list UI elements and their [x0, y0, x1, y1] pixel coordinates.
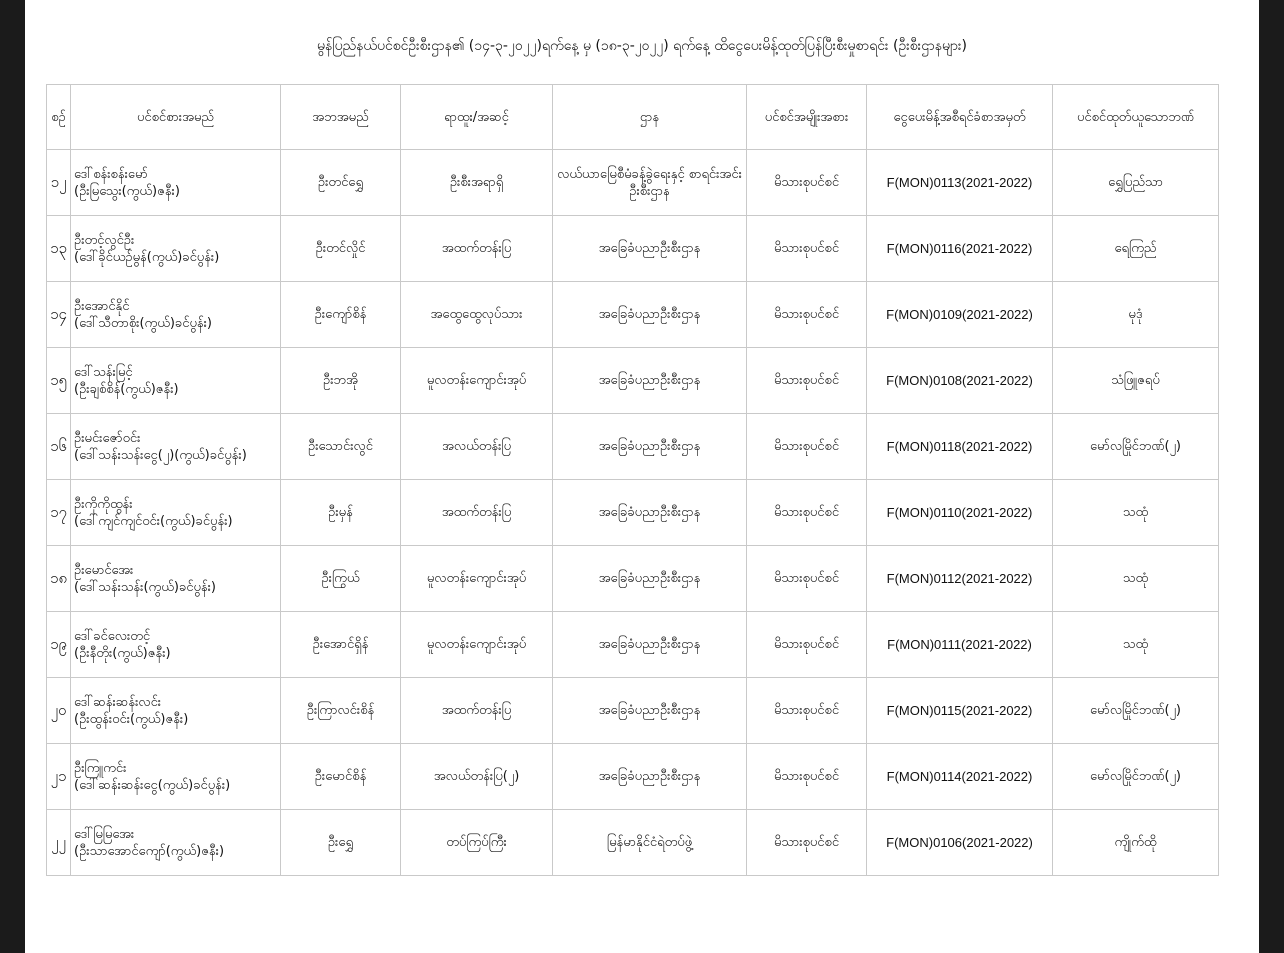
- table-row: [47, 480, 1219, 546]
- table-header-row: [47, 85, 1219, 150]
- department-cell: လယ်ယာမြေစီမံခန့်ခွဲရေးနှင့် စာရင်းအင်းဦးစီးဌာန: [553, 150, 747, 216]
- table-row: [47, 348, 1219, 414]
- father-name-cell: ဦးကျော်စိန်: [281, 282, 401, 348]
- order-number-cell: F(MON)0115(2021-2022): [867, 678, 1053, 744]
- order-number-cell: F(MON)0114(2021-2022): [867, 744, 1053, 810]
- header-department: ဌာန: [553, 85, 747, 150]
- father-name-cell: ဦးသောင်းလွင်: [281, 414, 401, 480]
- pensioner-name: ဦးကိုကိုထွန်း: [74, 496, 133, 512]
- table-row: [47, 678, 1219, 744]
- header-pensioner-name: ပင်စင်စားအမည်: [71, 85, 281, 150]
- seq-cell: ၁၄: [47, 282, 71, 348]
- pensioner-name-cell: [71, 414, 281, 480]
- bank-cell: သထုံ: [1053, 480, 1219, 546]
- bank-cell: မော်လမြိုင်ဘဏ်(၂): [1053, 678, 1219, 744]
- order-number-cell: F(MON)0116(2021-2022): [867, 216, 1053, 282]
- pensioner-name: ဒေါ်မြမြအေး: [74, 826, 135, 842]
- spouse-note: (ဒေါ်ခိုင်ယဉ်မွန်(ကွယ်)ခင်ပွန်း): [74, 249, 220, 265]
- department-cell: အခြေခံပညာဦးစီးဌာန: [553, 348, 747, 414]
- order-number-cell: F(MON)0106(2021-2022): [867, 810, 1053, 876]
- seq-cell: ၂၀: [47, 678, 71, 744]
- seq-cell: ၁၈: [47, 546, 71, 612]
- pensioner-name-cell: [71, 678, 281, 744]
- pensioner-name-cell: [71, 744, 281, 810]
- rank-cell: မူလတန်းကျောင်းအုပ်: [401, 546, 553, 612]
- father-name-cell: ဦးတင်လှိုင်: [281, 216, 401, 282]
- order-number-cell: F(MON)0109(2021-2022): [867, 282, 1053, 348]
- pensioner-name: ဒေါ်ဆန်းဆန်းလင်း: [74, 694, 162, 710]
- rank-cell: အထက်တန်းပြ: [401, 480, 553, 546]
- department-cell: အခြေခံပညာဦးစီးဌာန: [553, 678, 747, 744]
- pensioner-name: ဒေါ်စန်းစန်းမော်: [74, 166, 148, 182]
- pensioner-name-cell: [71, 546, 281, 612]
- spouse-note: (ဦးချစ်စိန်(ကွယ်)ဇနီး): [74, 381, 179, 397]
- order-number-cell: F(MON)0111(2021-2022): [867, 612, 1053, 678]
- department-cell: အခြေခံပညာဦးစီးဌာန: [553, 282, 747, 348]
- pensioner-name-cell: [71, 810, 281, 876]
- pension-type-cell: မိသားစုပင်စင်: [747, 414, 867, 480]
- pensioner-name: ဦးမောင်အေး: [74, 562, 134, 578]
- spouse-note: (ဒေါ်ကျင်ကျင်ဝင်း(ကွယ်)ခင်ပွန်း): [74, 513, 233, 529]
- rank-cell: ဦးစီးအရာရှိ: [401, 150, 553, 216]
- order-number-cell: F(MON)0110(2021-2022): [867, 480, 1053, 546]
- pension-type-cell: မိသားစုပင်စင်: [747, 612, 867, 678]
- bank-cell: မော်လမြိုင်ဘဏ်(၂): [1053, 414, 1219, 480]
- seq-cell: ၂၂: [47, 810, 71, 876]
- father-name-cell: ဦးတင်ရွှေ: [281, 150, 401, 216]
- pensioner-name-cell: [71, 216, 281, 282]
- father-name-cell: ဦးကြာလင်းစိန်: [281, 678, 401, 744]
- pension-type-cell: မိသားစုပင်စင်: [747, 348, 867, 414]
- rank-cell: အထက်တန်းပြ: [401, 216, 553, 282]
- bank-cell: သထုံ: [1053, 612, 1219, 678]
- table-row: [47, 546, 1219, 612]
- department-cell: မြန်မာနိုင်ငံရဲတပ်ဖွဲ့: [553, 810, 747, 876]
- bank-cell: သံဖြူဇရပ်: [1053, 348, 1219, 414]
- spouse-note: (ဦးမြသွေး(ကွယ်)ဇနီး): [74, 183, 180, 199]
- pension-type-cell: မိသားစုပင်စင်: [747, 678, 867, 744]
- spouse-note: (ဒေါ်သီတာစိုး(ကွယ်)ခင်ပွန်း): [74, 315, 212, 331]
- order-number-cell: F(MON)0113(2021-2022): [867, 150, 1053, 216]
- bank-cell: ကျိုက်ထို: [1053, 810, 1219, 876]
- rank-cell: မူလတန်းကျောင်းအုပ်: [401, 348, 553, 414]
- father-name-cell: ဦးအောင်ရှိန်: [281, 612, 401, 678]
- pensioner-name-cell: [71, 150, 281, 216]
- department-cell: အခြေခံပညာဦးစီးဌာန: [553, 612, 747, 678]
- pensioner-name: ဦးကြူကင်း: [74, 760, 127, 776]
- header-order-number: ငွေပေးမိန့်အစီရင်ခံစာအမှတ်: [867, 85, 1053, 150]
- pensioner-name: ဦးတင့်လွင်ဦး: [74, 232, 135, 248]
- table-row: [47, 744, 1219, 810]
- table-row: [47, 810, 1219, 876]
- pension-type-cell: မိသားစုပင်စင်: [747, 546, 867, 612]
- department-cell: အခြေခံပညာဦးစီးဌာန: [553, 546, 747, 612]
- father-name-cell: ဦးမှန်: [281, 480, 401, 546]
- pension-table: [46, 84, 1219, 876]
- spouse-note: (ဒေါ်ဆန်းဆန်းငွေ(ကွယ်)ခင်ပွန်း): [74, 777, 231, 793]
- seq-cell: ၁၅: [47, 348, 71, 414]
- seq-cell: ၁၆: [47, 414, 71, 480]
- table-row: [47, 282, 1219, 348]
- seq-cell: ၁၇: [47, 480, 71, 546]
- table-row: [47, 612, 1219, 678]
- pensioner-name-cell: [71, 282, 281, 348]
- spouse-note: (ဦးနီတိုး(ကွယ်)ဇနီး): [74, 645, 171, 661]
- pension-type-cell: မိသားစုပင်စင်: [747, 150, 867, 216]
- seq-cell: ၁၃: [47, 216, 71, 282]
- spouse-note: (ဒေါ်သန်းသန်းငွေ(၂)(ကွယ်)ခင်ပွန်း): [74, 447, 247, 463]
- table-body: [47, 150, 1219, 876]
- rank-cell: အထွေထွေလုပ်သား: [401, 282, 553, 348]
- document-title: မွန်ပြည်နယ်ပင်စင်ဦးစီးဌာန၏ (၁၄-၃-၂၀၂၂)ရက်နေ့ မှ (၁၈-၃-၂၀၂၂) ရက်နေ့ ထိငွေပေးမိန့်ထုတ်ပြန်ပြီးစီးမှုစာရင်း (ဦးစီးဌာနများ): [317, 38, 967, 54]
- bank-cell: မော်လမြိုင်ဘဏ်(၂): [1053, 744, 1219, 810]
- header-pension-type: ပင်စင်အမျိုးအစား: [747, 85, 867, 150]
- bank-cell: သထုံ: [1053, 546, 1219, 612]
- order-number-cell: F(MON)0108(2021-2022): [867, 348, 1053, 414]
- pension-type-cell: မိသားစုပင်စင်: [747, 810, 867, 876]
- department-cell: အခြေခံပညာဦးစီးဌာန: [553, 744, 747, 810]
- header-rank: ရာထူး/အဆင့်: [401, 85, 553, 150]
- spouse-note: (ဒေါ်သန်းသန်း(ကွယ်)ခင်ပွန်း): [74, 579, 216, 595]
- seq-cell: ၂၁: [47, 744, 71, 810]
- seq-cell: ၁၉: [47, 612, 71, 678]
- department-cell: အခြေခံပညာဦးစီးဌာန: [553, 216, 747, 282]
- pension-type-cell: မိသားစုပင်စင်: [747, 216, 867, 282]
- rank-cell: အထက်တန်းပြ: [401, 678, 553, 744]
- pensioner-name: ဦးအောင်နိုင်: [74, 298, 130, 314]
- father-name-cell: ဦးကြွယ်: [281, 546, 401, 612]
- header-seq: စဉ်: [47, 85, 71, 150]
- pensioner-name-cell: [71, 348, 281, 414]
- rank-cell: အလယ်တန်းပြ: [401, 414, 553, 480]
- table-row: [47, 216, 1219, 282]
- bank-cell: မုဒုံ: [1053, 282, 1219, 348]
- pensioner-name: ဦးမင်းဇော်ဝင်း: [74, 430, 141, 446]
- rank-cell: တပ်ကြပ်ကြီး: [401, 810, 553, 876]
- pension-type-cell: မိသားစုပင်စင်: [747, 744, 867, 810]
- pension-type-cell: မိသားစုပင်စင်: [747, 480, 867, 546]
- bank-cell: ရေကြည်: [1053, 216, 1219, 282]
- seq-cell: ၁၂: [47, 150, 71, 216]
- rank-cell: အလယ်တန်းပြ(၂): [401, 744, 553, 810]
- spouse-note: (ဦးသာအောင်ကျော်(ကွယ်)ဇနီး): [74, 843, 225, 859]
- pensioner-name-cell: [71, 612, 281, 678]
- pensioner-name-cell: [71, 480, 281, 546]
- order-number-cell: F(MON)0118(2021-2022): [867, 414, 1053, 480]
- father-name-cell: ဦးမောင်စိန်: [281, 744, 401, 810]
- bank-cell: ရွှေပြည်သာ: [1053, 150, 1219, 216]
- department-cell: အခြေခံပညာဦးစီးဌာန: [553, 414, 747, 480]
- father-name-cell: ဦးရွှေ: [281, 810, 401, 876]
- pensioner-name: ဒေါ်ခင်လေးတင့်: [74, 628, 151, 644]
- header-bank: ပင်စင်ထုတ်ယူသောဘဏ်: [1053, 85, 1219, 150]
- rank-cell: မူလတန်းကျောင်းအုပ်: [401, 612, 553, 678]
- spouse-note: (ဦးထွန်းဝင်း(ကွယ်)ဇနီး): [74, 711, 189, 727]
- order-number-cell: F(MON)0112(2021-2022): [867, 546, 1053, 612]
- department-cell: အခြေခံပညာဦးစီးဌာန: [553, 480, 747, 546]
- pensioner-name: ဒေါ်သန်းမြင့်: [74, 364, 133, 380]
- pension-type-cell: မိသားစုပင်စင်: [747, 282, 867, 348]
- table-row: [47, 414, 1219, 480]
- father-name-cell: ဦးဘအို: [281, 348, 401, 414]
- table-row: [47, 150, 1219, 216]
- document-page: [25, 0, 1259, 953]
- header-father-name: အဘအမည်: [281, 85, 401, 150]
